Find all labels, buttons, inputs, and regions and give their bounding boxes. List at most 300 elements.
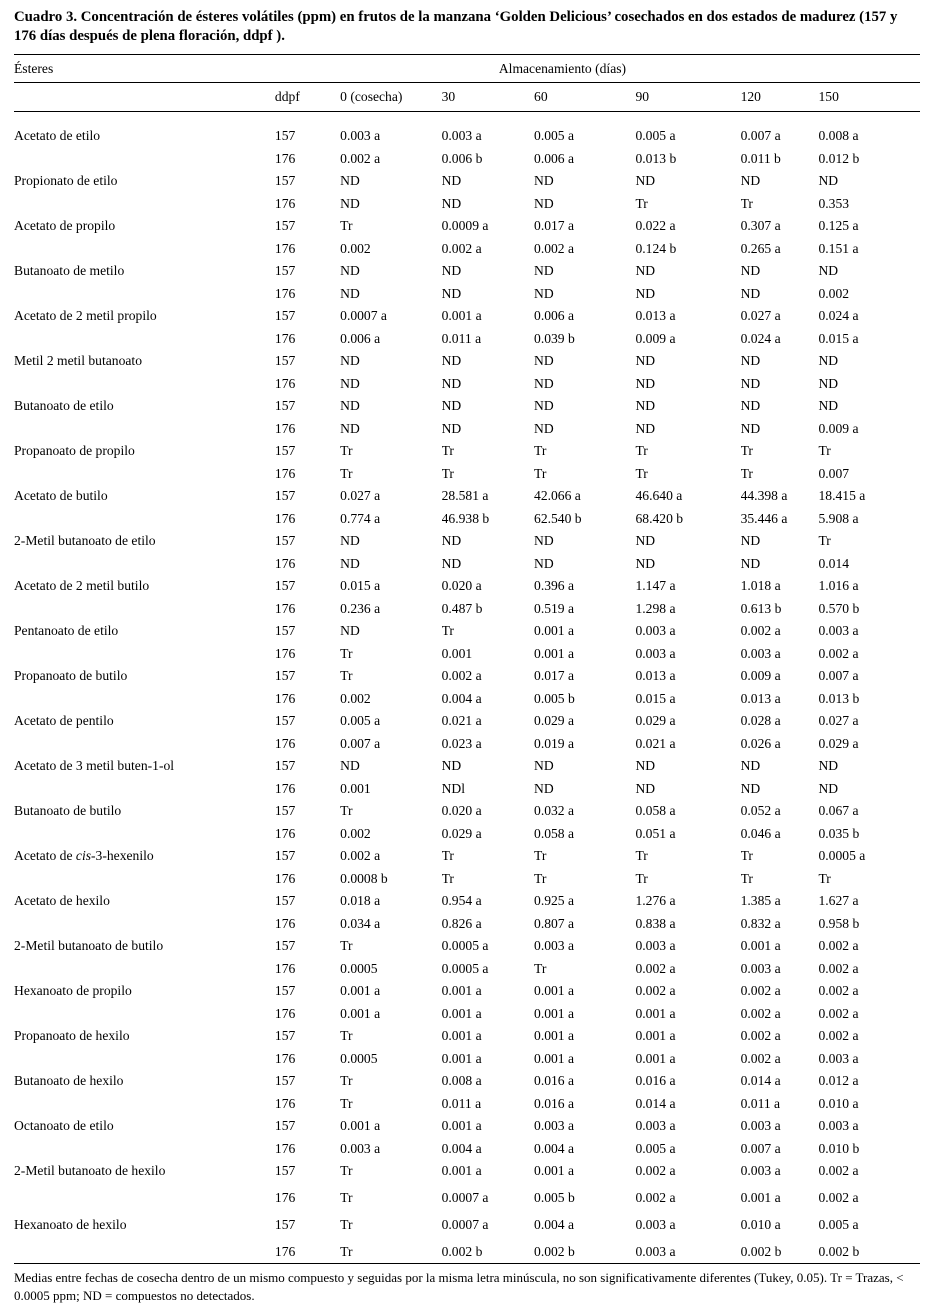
value-cell-day-120: 0.011 a	[740, 1095, 781, 1111]
value-cell-day-60: 0.001 a	[534, 1050, 575, 1066]
value-cell-day-150: 0.003 a	[818, 1118, 859, 1133]
compound-name-cell	[14, 282, 275, 305]
value-cell-day-60: 0.017 a	[534, 668, 575, 683]
value-cell-day-0-cosecha: ND	[340, 533, 360, 548]
value-cell-day-90: 0.002 a	[635, 1163, 676, 1178]
compound-name-cell: Acetato de pentilo	[14, 713, 114, 728]
table-row	[14, 1115, 920, 1138]
table-row	[14, 1092, 920, 1115]
value-cell-day-30: 0.020 a	[441, 803, 482, 818]
value-cell-day-90: ND	[635, 533, 656, 548]
value-cell-day-120: Tr	[740, 848, 753, 863]
value-cell-day-90: 0.001 a	[635, 1005, 676, 1021]
value-cell-day-120: Tr	[740, 443, 753, 458]
ddpf-cell: 176	[274, 600, 296, 616]
value-cell-day-30: 0.008 a	[441, 1073, 482, 1088]
footnote: Medias entre fechas de cosecha dentro de un mismo compuesto y seguidas por la misma letra minúscula, no son significativamente diferentes (Tukey, 0.05). Tr = Trazas, < 0.0005 ppm; ND = compuestos no detectados.	[14, 1270, 904, 1303]
value-cell-day-0-cosecha: 0.002	[340, 690, 371, 706]
value-cell-day-0-cosecha: 0.027 a	[340, 488, 381, 503]
value-cell-day-120: 0.046 a	[740, 825, 781, 841]
value-cell-day-150: 0.002 a	[818, 1005, 859, 1021]
table-row	[14, 980, 920, 1003]
compound-name-cell: Propionato de etilo	[14, 173, 118, 188]
value-cell-day-90: Tr	[635, 465, 648, 481]
value-cell-day-60: Tr	[534, 870, 547, 886]
value-cell-day-30: ND	[441, 533, 462, 548]
value-cell-day-60: 0.019 a	[534, 735, 575, 751]
value-cell-day-60: 0.002 a	[534, 240, 575, 256]
value-cell-day-60: Tr	[534, 465, 547, 481]
value-cell-day-30: Tr	[441, 848, 454, 863]
value-cell-day-30: 0.001 a	[441, 1163, 482, 1178]
value-cell-day-30: 0.006 b	[441, 150, 483, 166]
value-cell-day-90: 46.640 a	[635, 488, 683, 503]
value-cell-day-0-cosecha: 0.0005	[340, 960, 378, 976]
ddpf-cell: 157	[274, 848, 296, 863]
value-cell-day-150: 0.0005 a	[818, 848, 866, 863]
compound-name-cell: Propanoato de propilo	[14, 443, 135, 458]
ddpf-cell: 176	[274, 915, 296, 931]
ddpf-cell: 157	[274, 938, 296, 953]
value-cell-day-30: ND	[441, 555, 462, 571]
value-cell-day-150: 0.015 a	[818, 330, 859, 346]
table-row	[14, 845, 920, 868]
table-row	[14, 350, 920, 373]
compound-name-cell: 2-Metil butanoato de butilo	[14, 938, 164, 953]
value-cell-day-60: 0.001 a	[534, 1163, 575, 1178]
value-cell-day-0-cosecha: ND	[340, 375, 360, 391]
compound-name-cell	[14, 1047, 275, 1070]
compound-name-cell: Butanoato de hexilo	[14, 1073, 124, 1088]
value-cell-day-30: ND	[441, 353, 462, 368]
value-cell-day-150: ND	[818, 758, 839, 773]
row-header-esteres: Ésteres	[14, 55, 275, 83]
value-cell-day-90: ND	[635, 420, 656, 436]
value-cell-day-0-cosecha: ND	[340, 263, 360, 278]
value-cell-day-120: 35.446 a	[740, 510, 788, 526]
table-row	[14, 170, 920, 193]
value-cell-day-120: 0.002 b	[740, 1244, 782, 1259]
value-cell-day-150: ND	[818, 398, 839, 413]
value-cell-day-150: 0.035 b	[818, 825, 860, 841]
value-cell-day-120: 0.010 a	[740, 1217, 781, 1232]
value-cell-day-30: 0.0007 a	[441, 1217, 489, 1232]
value-cell-day-0-cosecha: Tr	[340, 1244, 353, 1259]
ddpf-cell: 157	[274, 488, 296, 503]
value-cell-day-0-cosecha: ND	[340, 285, 360, 301]
value-cell-day-60: ND	[534, 195, 554, 211]
value-cell-day-90: 0.002 a	[635, 1190, 676, 1205]
value-cell-day-90: ND	[635, 398, 656, 413]
value-cell-day-90: 0.002 a	[635, 983, 676, 998]
table-row	[14, 732, 920, 755]
value-cell-day-0-cosecha: Tr	[340, 1163, 353, 1178]
ddpf-cell: 157	[274, 1028, 296, 1043]
ddpf-cell: 176	[274, 465, 296, 481]
ddpf-cell: 176	[274, 555, 296, 571]
value-cell-day-60: Tr	[534, 443, 547, 458]
compound-name-cell	[14, 192, 275, 215]
compound-name-cell	[14, 417, 275, 440]
compound-name-cell: Butanoato de metilo	[14, 263, 125, 278]
table-row	[14, 327, 920, 350]
value-cell-day-90: 68.420 b	[635, 510, 684, 526]
value-cell-day-30: 0.001 a	[441, 1118, 482, 1133]
table-row	[14, 867, 920, 890]
compound-name-cell	[14, 957, 275, 980]
value-cell-day-120: Tr	[740, 465, 753, 481]
value-cell-day-30: 0.0005 a	[441, 938, 489, 953]
compound-name-cell: Acetato de butilo	[14, 488, 108, 503]
value-cell-day-150: 0.125 a	[818, 218, 859, 233]
compound-name-cell	[14, 147, 275, 170]
value-cell-day-90: Tr	[635, 195, 648, 211]
value-cell-day-120: 0.001 a	[740, 938, 781, 953]
ddpf-cell: 176	[274, 1050, 296, 1066]
value-cell-day-0-cosecha: 0.001 a	[340, 1005, 381, 1021]
value-cell-day-150: 0.007 a	[818, 668, 859, 683]
ddpf-cell: 157	[274, 1118, 296, 1133]
table-row	[14, 507, 920, 530]
compound-name-cell: Butanoato de etilo	[14, 398, 114, 413]
value-cell-day-0-cosecha: ND	[340, 420, 360, 436]
compound-name-cell: Propanoato de hexilo	[14, 1028, 130, 1043]
table-row	[14, 215, 920, 238]
value-cell-day-150: 0.002 a	[818, 1028, 859, 1043]
value-cell-day-150: 0.008 a	[818, 128, 859, 143]
esteres-column-spacer	[14, 83, 275, 112]
table-caption: Cuadro 3. Concentración de ésteres volátiles (ppm) en frutos de la manzana ‘Golden Delicious’ cosechados en dos estados de madurez (157 y 176 días después de plena floración, ddpf ).	[14, 9, 898, 44]
table-row	[14, 1047, 920, 1070]
value-cell-day-60: 42.066 a	[534, 488, 581, 503]
ddpf-cell: 176	[274, 240, 296, 256]
value-cell-day-0-cosecha: ND	[340, 555, 360, 571]
table-row	[14, 112, 920, 148]
value-cell-day-90: 0.003 a	[635, 1118, 676, 1133]
value-cell-day-150: ND	[818, 173, 839, 188]
value-cell-day-90: 0.022 a	[635, 218, 676, 233]
value-cell-day-0-cosecha: Tr	[340, 1095, 353, 1111]
value-cell-day-90: 0.124 b	[635, 240, 677, 256]
value-cell-day-60: 0.001 a	[534, 645, 575, 661]
ddpf-cell: 157	[274, 443, 296, 458]
value-cell-day-90: 0.016 a	[635, 1073, 676, 1088]
value-cell-day-120: Tr	[740, 870, 753, 886]
value-cell-day-0-cosecha: 0.006 a	[340, 330, 381, 346]
value-cell-day-0-cosecha: Tr	[340, 1028, 353, 1043]
value-cell-day-30: 0.023 a	[441, 735, 482, 751]
value-cell-day-30: 0.0009 a	[441, 218, 489, 233]
value-cell-day-30: ND	[441, 375, 462, 391]
compound-name-cell	[14, 732, 275, 755]
ddpf-cell: 176	[274, 645, 296, 661]
value-cell-day-0-cosecha: Tr	[340, 938, 353, 953]
value-cell-day-150: 0.007	[818, 465, 850, 481]
value-cell-day-30: 0.011 a	[441, 1095, 482, 1111]
table-row	[14, 957, 920, 980]
table-row	[14, 1236, 920, 1264]
value-cell-day-0-cosecha: 0.002	[340, 825, 371, 841]
value-cell-day-90: ND	[635, 758, 656, 773]
value-cell-day-60: 0.006 a	[534, 308, 575, 323]
value-cell-day-90: ND	[635, 555, 656, 571]
ddpf-cell: 157	[274, 1217, 296, 1232]
value-cell-day-150: 0.029 a	[818, 735, 859, 751]
value-cell-day-60: 0.006 a	[534, 150, 575, 166]
compound-name-cell: Propanoato de butilo	[14, 668, 128, 683]
value-cell-day-30: ND	[441, 758, 462, 773]
value-cell-day-150: 0.014	[818, 555, 850, 571]
value-cell-day-120: 0.307 a	[740, 218, 781, 233]
value-cell-day-150: 0.012 a	[818, 1073, 859, 1088]
table-row	[14, 1209, 920, 1236]
compound-name-cell	[14, 372, 275, 395]
value-cell-day-150: 0.027 a	[818, 713, 859, 728]
value-cell-day-120: 0.003 a	[740, 1163, 781, 1178]
value-cell-day-90: 0.002 a	[635, 960, 676, 976]
value-cell-day-60: 0.029 a	[534, 713, 575, 728]
value-cell-day-150: 5.908 a	[818, 510, 859, 526]
value-cell-day-0-cosecha: 0.015 a	[340, 578, 381, 593]
compound-name-cell: Acetato de propilo	[14, 218, 116, 233]
ddpf-cell: 157	[274, 398, 296, 413]
value-cell-day-60: 0.001 a	[534, 1028, 575, 1043]
value-cell-day-90: 0.003 a	[635, 645, 676, 661]
ddpf-cell: 176	[274, 1095, 296, 1111]
value-cell-day-30: 0.954 a	[441, 893, 482, 908]
value-cell-day-150: Tr	[818, 533, 831, 548]
table-row	[14, 417, 920, 440]
table-row	[14, 597, 920, 620]
ddpf-cell: 176	[274, 1244, 296, 1259]
value-cell-day-120: ND	[740, 263, 761, 278]
table-row	[14, 822, 920, 845]
ddpf-cell: 157	[274, 218, 296, 233]
value-cell-day-0-cosecha: 0.003 a	[340, 128, 381, 143]
table-row	[14, 260, 920, 283]
table-row	[14, 395, 920, 418]
value-cell-day-90: Tr	[635, 848, 648, 863]
column-header-150: 150	[818, 83, 920, 112]
value-cell-day-60: ND	[534, 285, 554, 301]
value-cell-day-90: 0.021 a	[635, 735, 676, 751]
value-cell-day-150: 18.415 a	[818, 488, 866, 503]
value-cell-day-120: 44.398 a	[740, 488, 788, 503]
compound-name-cell	[14, 237, 275, 260]
value-cell-day-150: 0.570 b	[818, 600, 860, 616]
value-cell-day-0-cosecha: 0.001	[340, 780, 371, 796]
value-cell-day-150: 0.002 a	[818, 938, 859, 953]
value-cell-day-0-cosecha: 0.018 a	[340, 893, 381, 908]
ddpf-cell: 157	[274, 1073, 296, 1088]
value-cell-day-30: ND	[441, 173, 462, 188]
value-cell-day-90: ND	[635, 263, 656, 278]
value-cell-day-90: 0.014 a	[635, 1095, 676, 1111]
value-cell-day-30: Tr	[441, 443, 454, 458]
value-cell-day-90: 0.003 a	[635, 1244, 676, 1259]
value-cell-day-0-cosecha: 0.005 a	[340, 713, 381, 728]
value-cell-day-0-cosecha: 0.774 a	[340, 510, 381, 526]
value-cell-day-90: 0.838 a	[635, 915, 676, 931]
ddpf-cell: 157	[274, 803, 296, 818]
ddpf-cell: 176	[274, 780, 296, 796]
value-cell-day-60: Tr	[534, 960, 547, 976]
value-cell-day-150: ND	[818, 375, 839, 391]
value-cell-day-0-cosecha: ND	[340, 623, 360, 638]
value-cell-day-0-cosecha: Tr	[340, 645, 353, 661]
value-cell-day-30: 0.011 a	[441, 330, 482, 346]
table-row	[14, 935, 920, 958]
value-cell-day-30: 46.938 b	[441, 510, 490, 526]
value-cell-day-120: ND	[740, 375, 761, 391]
value-cell-day-30: 0.001	[441, 645, 473, 661]
value-cell-day-120: 0.002 a	[740, 983, 781, 998]
ddpf-cell: 176	[274, 420, 296, 436]
ddpf-cell: 176	[274, 735, 296, 751]
value-cell-day-150: 0.002 b	[818, 1244, 860, 1259]
compound-name-cell	[14, 822, 275, 845]
value-cell-day-0-cosecha: Tr	[340, 1190, 353, 1205]
value-cell-day-0-cosecha: ND	[340, 173, 360, 188]
value-cell-day-0-cosecha: 0.0007 a	[340, 308, 387, 323]
value-cell-day-90: 0.029 a	[635, 713, 676, 728]
value-cell-day-60: 0.004 a	[534, 1217, 575, 1232]
value-cell-day-150: 0.002 a	[818, 645, 859, 661]
ddpf-cell: 176	[274, 870, 296, 886]
value-cell-day-90: ND	[635, 173, 656, 188]
value-cell-day-30: 0.004 a	[441, 690, 482, 706]
value-cell-day-150: 0.010 a	[818, 1095, 859, 1111]
value-cell-day-0-cosecha: 0.0005	[340, 1050, 378, 1066]
value-cell-day-90: ND	[635, 353, 656, 368]
value-cell-day-150: 0.012 b	[818, 150, 860, 166]
value-cell-day-0-cosecha: ND	[340, 758, 360, 773]
value-cell-day-120: 0.011 b	[740, 150, 781, 166]
ddpf-cell: 157	[274, 308, 296, 323]
value-cell-day-60: ND	[534, 375, 554, 391]
ddpf-cell: 157	[274, 758, 296, 773]
value-cell-day-0-cosecha: ND	[340, 195, 360, 211]
value-cell-day-30: 0.001 a	[441, 1050, 482, 1066]
value-cell-day-120: 0.002 a	[740, 1050, 781, 1066]
ddpf-cell: 157	[274, 263, 296, 278]
value-cell-day-60: Tr	[534, 848, 547, 863]
value-cell-day-120: 0.265 a	[740, 240, 781, 256]
ddpf-cell: 176	[274, 1140, 296, 1156]
table-row	[14, 912, 920, 935]
compound-name-cell: Metil 2 metil butanoato	[14, 353, 142, 368]
table-row	[14, 642, 920, 665]
compound-name-cell	[14, 327, 275, 350]
compound-name-cell: Acetato de 2 metil propilo	[14, 308, 157, 323]
header-row-group	[14, 55, 920, 83]
value-cell-day-120: 1.018 a	[740, 578, 781, 593]
value-cell-day-30: 0.001 a	[441, 983, 482, 998]
value-cell-day-150: 0.003 a	[818, 1050, 859, 1066]
value-cell-day-90: 0.001 a	[635, 1028, 676, 1043]
compound-name-cell	[14, 777, 275, 800]
compound-name-cell	[14, 867, 275, 890]
table-row	[14, 372, 920, 395]
value-cell-day-150: 0.002 a	[818, 983, 859, 998]
value-cell-day-0-cosecha: Tr	[340, 465, 353, 481]
value-cell-day-30: 0.029 a	[441, 825, 482, 841]
value-cell-day-120: ND	[740, 173, 761, 188]
compound-name-cell: 2-Metil butanoato de hexilo	[14, 1163, 166, 1178]
value-cell-day-60: 0.005 a	[534, 128, 575, 143]
compound-name-cell: Butanoato de butilo	[14, 803, 122, 818]
value-cell-day-0-cosecha: Tr	[340, 803, 353, 818]
column-header-0-cosecha: 0 (cosecha)	[340, 83, 441, 112]
value-cell-day-30: ND	[441, 195, 462, 211]
column-header-30: 30	[442, 83, 534, 112]
ddpf-cell: 157	[274, 623, 296, 638]
compound-name-cell: Acetato de etilo	[14, 128, 101, 143]
value-cell-day-120: ND	[740, 285, 761, 301]
value-cell-day-150: Tr	[818, 443, 831, 458]
value-cell-day-0-cosecha: 0.034 a	[340, 915, 381, 931]
value-cell-day-60: 0.519 a	[534, 600, 575, 616]
value-cell-day-0-cosecha: ND	[340, 398, 360, 413]
compound-name-cell	[14, 1236, 275, 1264]
ddpf-cell: 176	[274, 825, 296, 841]
value-cell-day-120: 0.028 a	[740, 713, 781, 728]
value-cell-day-30: 0.001 a	[441, 308, 482, 323]
value-cell-day-150: 0.003 a	[818, 623, 859, 638]
compound-name-cell	[14, 1137, 275, 1160]
value-cell-day-120: ND	[740, 780, 761, 796]
value-cell-day-60: 62.540 b	[534, 510, 582, 526]
value-cell-day-60: 0.039 b	[534, 330, 575, 346]
value-cell-day-90: 1.147 a	[635, 578, 676, 593]
table-row	[14, 192, 920, 215]
value-cell-day-60: 0.017 a	[534, 218, 575, 233]
value-cell-day-60: 0.058 a	[534, 825, 575, 841]
volatile-esters-table	[14, 54, 920, 1264]
value-cell-day-150: 0.005 a	[818, 1217, 859, 1232]
value-cell-day-150: 0.002 a	[818, 1190, 859, 1205]
ddpf-cell: 176	[274, 150, 296, 166]
value-cell-day-150: 0.002 a	[818, 1163, 859, 1178]
ddpf-cell: 157	[274, 1163, 296, 1178]
table-row	[14, 710, 920, 733]
value-cell-day-90: Tr	[635, 870, 648, 886]
value-cell-day-30: 0.0005 a	[441, 960, 489, 976]
value-cell-day-0-cosecha: 0.0008 b	[340, 870, 388, 886]
value-cell-day-150: 0.002	[818, 285, 850, 301]
value-cell-day-150: 0.002 a	[818, 960, 859, 976]
value-cell-day-30: 0.001 a	[441, 1005, 482, 1021]
value-cell-day-60: 0.925 a	[534, 893, 575, 908]
compound-name-cell	[14, 552, 275, 575]
value-cell-day-90: 0.009 a	[635, 330, 676, 346]
value-cell-day-90: 0.013 b	[635, 150, 677, 166]
value-cell-day-30: Tr	[441, 623, 454, 638]
compound-name-cell	[14, 507, 275, 530]
table-row	[14, 890, 920, 913]
column-header-90: 90	[635, 83, 740, 112]
compound-name-cell	[14, 912, 275, 935]
value-cell-day-30: Tr	[441, 465, 454, 481]
value-cell-day-60: ND	[534, 555, 554, 571]
ddpf-cell: 176	[274, 375, 296, 391]
value-cell-day-0-cosecha: 0.001 a	[340, 1118, 381, 1133]
value-cell-day-90: 0.003 a	[635, 938, 676, 953]
table-row	[14, 1002, 920, 1025]
value-cell-day-90: ND	[635, 780, 656, 796]
compound-name-cell: Acetato de 3 metil buten-1-ol	[14, 758, 175, 773]
table-row	[14, 575, 920, 598]
